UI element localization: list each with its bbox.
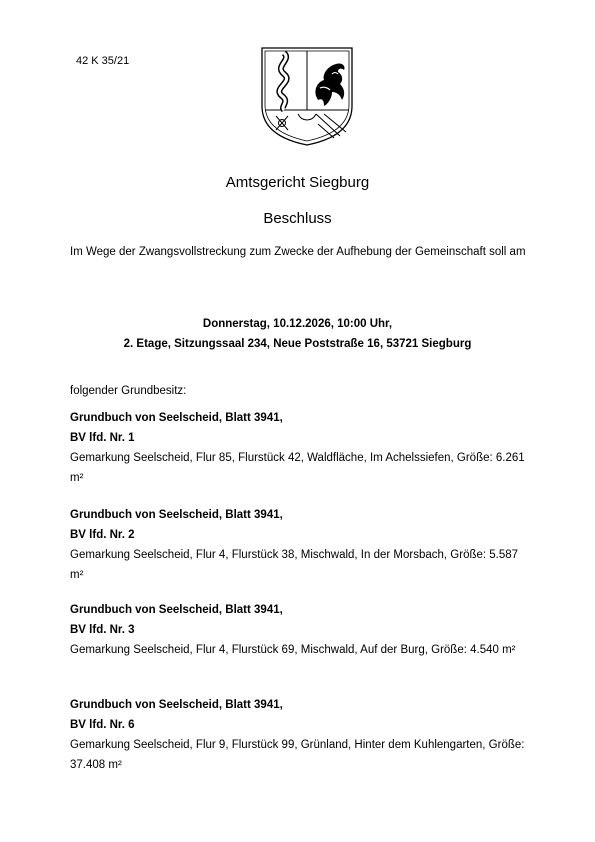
parcel-entry	[70, 408, 530, 488]
file-number: 42 K 35/21	[76, 55, 130, 67]
parcel-entry	[70, 600, 530, 660]
parcel-register: Grundbuch von Seelscheid, Blatt 3941,	[70, 604, 283, 616]
document-title: Beschluss	[263, 210, 332, 227]
intro-text: Im Wege der Zwangsvollstreckung zum Zwecke der Aufhebung der Gemeinschaft soll am	[70, 246, 526, 258]
parcel-entry	[70, 695, 530, 775]
parcel-number: BV lfd. Nr. 6	[70, 719, 135, 731]
parcel-description: Gemarkung Seelscheid, Flur 4, Flurstück 69, Mischwald, Auf der Burg, Größe: 4.540 m²	[70, 644, 516, 656]
appointment-date-time: Donnerstag, 10.12.2026, 10:00 Uhr,	[202, 318, 393, 330]
court-name: Amtsgericht Siegburg	[225, 174, 370, 191]
parcel-register: Grundbuch von Seelscheid, Blatt 3941,	[70, 509, 283, 521]
appointment-location: 2. Etage, Sitzungssaal 234, Neue Poststraße 16, 53721 Siegburg	[123, 338, 472, 350]
parcel-description: Gemarkung Seelscheid, Flur 9, Flurstück 99, Grünland, Hinter dem Kuhlengarten, Größe: 37.408 m²	[70, 739, 525, 771]
parcel-number: BV lfd. Nr. 1	[70, 432, 135, 444]
property-lead: folgender Grundbesitz:	[70, 385, 187, 397]
appointment-block	[0, 314, 595, 354]
nrw-coat-of-arms-icon	[258, 44, 356, 148]
parcel-description: Gemarkung Seelscheid, Flur 85, Flurstück 42, Waldfläche, Im Achelssiefen, Größe: 6.261 m²	[70, 452, 525, 484]
parcel-entry	[70, 505, 530, 585]
parcel-description: Gemarkung Seelscheid, Flur 4, Flurstück 38, Mischwald, In der Morsbach, Größe: 5.587 m²	[70, 549, 519, 581]
parcel-number: BV lfd. Nr. 3	[70, 624, 135, 636]
parcel-number: BV lfd. Nr. 2	[70, 529, 135, 541]
parcel-register: Grundbuch von Seelscheid, Blatt 3941,	[70, 412, 283, 424]
parcel-register: Grundbuch von Seelscheid, Blatt 3941,	[70, 699, 283, 711]
